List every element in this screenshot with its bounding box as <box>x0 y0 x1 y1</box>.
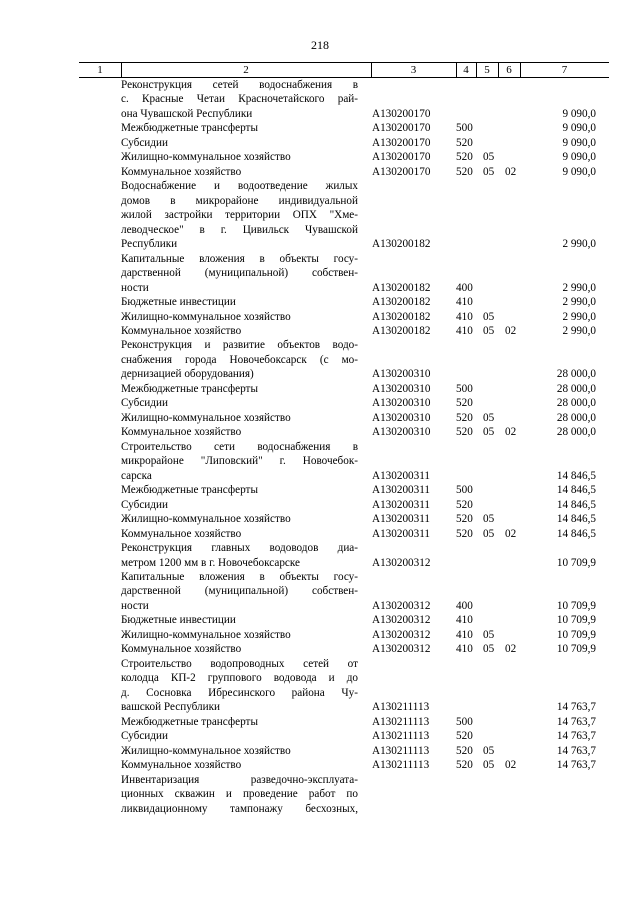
row-name: Жилищно-коммунальное хозяйство <box>121 513 291 526</box>
row-code: А130200182 <box>372 296 431 309</box>
row-amount: 10 709,9 <box>556 643 596 656</box>
row-amount: 10 709,9 <box>556 614 596 627</box>
table-row <box>0 585 640 598</box>
row-amount: 28 000,0 <box>556 382 596 395</box>
row-code: А130200312 <box>372 556 431 569</box>
table-row <box>0 441 640 454</box>
row-name: Коммунальное хозяйство <box>121 426 242 439</box>
header-col-7: 7 <box>561 64 568 76</box>
row-amount: 28 000,0 <box>556 426 596 439</box>
table-row <box>0 571 640 584</box>
table-row <box>0 195 640 208</box>
row-code: А130211113 <box>372 701 430 714</box>
row-name: Коммунальное хозяйство <box>121 165 242 178</box>
row-col-4: 520 <box>456 165 473 178</box>
row-col-5: 05 <box>483 643 495 656</box>
row-col-4: 520 <box>456 498 473 511</box>
row-amount: 9 090,0 <box>562 122 596 135</box>
row-code: А130200311 <box>372 469 431 482</box>
row-col-4: 400 <box>456 281 473 294</box>
row-col-4: 520 <box>456 151 473 164</box>
header-col-6: 6 <box>506 64 512 76</box>
row-name: леводческое" в г. Цивильск Чувашской <box>121 223 358 236</box>
row-name: вашской Республики <box>121 701 221 714</box>
row-name: с. Красные Четаи Красночетайского рай- <box>121 93 358 106</box>
row-amount: 9 090,0 <box>562 151 596 164</box>
row-col-4: 410 <box>456 628 473 641</box>
row-col-4: 520 <box>456 759 473 772</box>
row-col-5: 05 <box>483 527 495 540</box>
row-name: Жилищно-коммунальное хозяйство <box>121 151 291 164</box>
row-name: ности <box>121 599 149 612</box>
row-code: А130200312 <box>372 643 431 656</box>
row-name: Строительство водопроводных сетей от <box>121 657 358 670</box>
row-name: Водоснабжение и водоотведение жилых <box>121 180 358 193</box>
row-amount: 28 000,0 <box>556 368 596 381</box>
row-name: Реконструкция главных водоводов диа- <box>121 542 358 555</box>
table-row <box>0 354 640 367</box>
row-col-4: 520 <box>456 744 473 757</box>
row-col-4: 520 <box>456 426 473 439</box>
table-row <box>0 730 640 743</box>
table-row <box>0 803 640 816</box>
row-code: А130200310 <box>372 397 431 410</box>
row-name: микрорайоне "Липовский" г. Новочебок- <box>121 455 358 468</box>
row-name: метром 1200 мм в г. Новочебоксарске <box>121 556 301 569</box>
row-amount: 2 990,0 <box>562 310 596 323</box>
row-col-6: 02 <box>505 426 517 439</box>
header-col-5: 5 <box>484 64 490 76</box>
table-row <box>0 151 640 164</box>
row-col-5: 05 <box>483 513 495 526</box>
row-amount: 28 000,0 <box>556 397 596 410</box>
table-row <box>0 426 640 439</box>
table-row <box>0 397 640 410</box>
row-code: А130200310 <box>372 368 431 381</box>
row-amount: 14 846,5 <box>556 498 596 511</box>
row-col-6: 02 <box>505 759 517 772</box>
table-row <box>0 137 640 150</box>
row-name: Субсидии <box>121 397 168 410</box>
row-code: А130200182 <box>372 310 431 323</box>
row-col-5: 05 <box>483 165 495 178</box>
table-row <box>0 774 640 787</box>
row-code: А130211113 <box>372 730 430 743</box>
table-row <box>0 122 640 135</box>
row-col-4: 520 <box>456 397 473 410</box>
table-row <box>0 528 640 541</box>
row-amount: 2 990,0 <box>562 296 596 309</box>
row-col-5: 05 <box>483 426 495 439</box>
table-row <box>0 629 640 642</box>
table-row <box>0 557 640 570</box>
row-amount: 14 763,7 <box>556 744 596 757</box>
row-code: А130200312 <box>372 614 431 627</box>
row-col-6: 02 <box>505 643 517 656</box>
row-name: домов в микрорайоне индивидуальной <box>121 194 358 207</box>
row-name: дарственной (муниципальной) собствен- <box>121 267 358 280</box>
row-col-5: 05 <box>483 411 495 424</box>
row-name: колодца КП-2 группового водовода и до <box>121 672 358 685</box>
row-col-4: 400 <box>456 599 473 612</box>
row-name: она Чувашской Республики <box>121 107 253 120</box>
row-name: дернизацией оборудования) <box>121 368 254 381</box>
table-row <box>0 643 640 656</box>
table-row <box>0 108 640 121</box>
row-name: Межбюджетные трансферты <box>121 484 258 497</box>
table-row <box>0 455 640 468</box>
row-col-4: 520 <box>456 527 473 540</box>
table-row <box>0 253 640 266</box>
table-row <box>0 93 640 106</box>
header-col-2: 2 <box>243 64 249 76</box>
row-amount: 2 990,0 <box>562 281 596 294</box>
row-name: Субсидии <box>121 730 168 743</box>
table-row <box>0 383 640 396</box>
table-row <box>0 180 640 193</box>
table-row <box>0 788 640 801</box>
row-name: Межбюджетные трансферты <box>121 382 258 395</box>
row-amount: 10 709,9 <box>556 556 596 569</box>
row-col-5: 05 <box>483 759 495 772</box>
row-name: Капитальные вложения в объекты госу- <box>121 570 358 583</box>
table-row <box>0 499 640 512</box>
row-code: А130200310 <box>372 382 431 395</box>
row-amount: 14 763,7 <box>556 759 596 772</box>
row-name: Бюджетные инвестиции <box>121 614 236 627</box>
row-amount: 2 990,0 <box>562 324 596 337</box>
page-number: 218 <box>311 38 329 52</box>
row-code: А130200311 <box>372 484 431 497</box>
table-row <box>0 470 640 483</box>
row-name: дарственной (муниципальной) собствен- <box>121 585 358 598</box>
row-code: А130211113 <box>372 759 430 772</box>
table-row <box>0 542 640 555</box>
row-code: А130200182 <box>372 238 431 251</box>
row-amount: 14 846,5 <box>556 527 596 540</box>
table-row <box>0 282 640 295</box>
row-col-6: 02 <box>505 165 517 178</box>
table-row <box>0 339 640 352</box>
row-name: Жилищно-коммунальное хозяйство <box>121 744 291 757</box>
table-row <box>0 296 640 309</box>
table-row <box>0 600 640 613</box>
row-name: Межбюджетные трансферты <box>121 715 258 728</box>
row-col-4: 520 <box>456 730 473 743</box>
row-code: А130200170 <box>372 151 431 164</box>
row-name: Реконструкция сетей водоснабжения в <box>121 79 358 91</box>
table-row <box>0 224 640 237</box>
row-col-4: 410 <box>456 310 473 323</box>
row-code: А130200170 <box>372 136 431 149</box>
row-name: жилой застройки территории ОПХ "Хме- <box>121 209 358 222</box>
row-name: Коммунальное хозяйство <box>121 643 242 656</box>
table-header <box>79 62 609 78</box>
row-col-4: 500 <box>456 382 473 395</box>
row-name: Жилищно-коммунальное хозяйство <box>121 310 291 323</box>
table-row <box>0 658 640 671</box>
table-row <box>0 716 640 729</box>
header-col-4: 4 <box>463 64 469 76</box>
row-col-4: 410 <box>456 643 473 656</box>
row-amount: 10 709,9 <box>556 628 596 641</box>
row-name: Субсидии <box>121 498 168 511</box>
table-row <box>0 311 640 324</box>
table-row <box>0 701 640 714</box>
row-name: Коммунальное хозяйство <box>121 759 242 772</box>
row-name: Субсидии <box>121 136 168 149</box>
table-row <box>0 687 640 700</box>
row-code: А130200182 <box>372 281 431 294</box>
row-col-4: 500 <box>456 122 473 135</box>
table-row <box>0 484 640 497</box>
row-col-4: 520 <box>456 136 473 149</box>
header-col-3: 3 <box>410 64 417 76</box>
row-name: Жилищно-коммунальное хозяйство <box>121 411 291 424</box>
row-col-6: 02 <box>505 527 517 540</box>
row-amount: 2 990,0 <box>562 238 596 251</box>
row-name: ликвидационному тампонажу бесхозных, <box>121 802 358 815</box>
row-code: А130200182 <box>372 324 431 337</box>
row-col-4: 520 <box>456 411 473 424</box>
row-amount: 9 090,0 <box>562 165 596 178</box>
row-col-5: 05 <box>483 324 495 337</box>
row-code: А130200170 <box>372 122 431 135</box>
row-amount: 9 090,0 <box>562 136 596 149</box>
row-col-4: 500 <box>456 484 473 497</box>
row-name: сарска <box>121 469 152 482</box>
table-row <box>0 513 640 526</box>
row-code: А130200312 <box>372 599 431 612</box>
row-code: А130200311 <box>372 527 431 540</box>
row-col-5: 05 <box>483 151 495 164</box>
row-col-4: 410 <box>456 324 473 337</box>
row-amount: 14 846,5 <box>556 484 596 497</box>
row-name: Бюджетные инвестиции <box>121 296 236 309</box>
row-name: Строительство сети водоснабжения в <box>121 440 358 453</box>
row-col-4: 410 <box>456 614 473 627</box>
row-name: ционных скважин и проведение работ по <box>121 788 358 801</box>
header-col-1: 1 <box>97 64 103 76</box>
table-row <box>0 745 640 758</box>
row-code: А130200312 <box>372 628 431 641</box>
table-row <box>0 238 640 251</box>
row-col-5: 05 <box>483 744 495 757</box>
row-name: Коммунальное хозяйство <box>121 527 242 540</box>
row-col-4: 500 <box>456 715 473 728</box>
row-amount: 10 709,9 <box>556 599 596 612</box>
row-name: д. Сосновка Ибресинского района Чу- <box>121 686 358 699</box>
row-amount: 14 846,5 <box>556 469 596 482</box>
row-col-6: 02 <box>505 324 517 337</box>
row-col-5: 05 <box>483 628 495 641</box>
table-row <box>0 759 640 772</box>
row-code: А130200170 <box>372 165 431 178</box>
row-col-4: 520 <box>456 513 473 526</box>
row-name: Жилищно-коммунальное хозяйство <box>121 628 291 641</box>
row-name: Республики <box>121 238 178 251</box>
row-code: А130200170 <box>372 107 431 120</box>
table-row <box>0 614 640 627</box>
row-code: А130211113 <box>372 744 430 757</box>
table-row <box>0 672 640 685</box>
row-col-5: 05 <box>483 310 495 323</box>
row-amount: 28 000,0 <box>556 411 596 424</box>
table-row <box>0 325 640 338</box>
row-name: Коммунальное хозяйство <box>121 324 242 337</box>
row-name: Инвентаризация разведочно-эксплуата- <box>121 773 358 786</box>
row-code: А130200310 <box>372 411 431 424</box>
row-col-4: 410 <box>456 296 473 309</box>
row-name: Реконструкция и развитие объектов водо- <box>121 339 358 352</box>
row-code: А130211113 <box>372 715 430 728</box>
row-name: Капитальные вложения в объекты госу- <box>121 252 358 265</box>
row-amount: 14 763,7 <box>556 715 596 728</box>
row-name: Межбюджетные трансферты <box>121 122 258 135</box>
row-amount: 14 763,7 <box>556 701 596 714</box>
row-amount: 9 090,0 <box>562 107 596 120</box>
row-code: А130200311 <box>372 498 431 511</box>
row-amount: 14 846,5 <box>556 513 596 526</box>
table-row <box>0 79 640 92</box>
row-amount: 14 763,7 <box>556 730 596 743</box>
table-row <box>0 209 640 222</box>
table-row <box>0 267 640 280</box>
row-name: ности <box>121 281 149 294</box>
row-name: снабжения города Новочебоксарск (с мо- <box>121 353 358 366</box>
table-row <box>0 368 640 381</box>
table-row <box>0 166 640 179</box>
row-code: А130200311 <box>372 513 431 526</box>
row-code: А130200310 <box>372 426 431 439</box>
table-row <box>0 412 640 425</box>
